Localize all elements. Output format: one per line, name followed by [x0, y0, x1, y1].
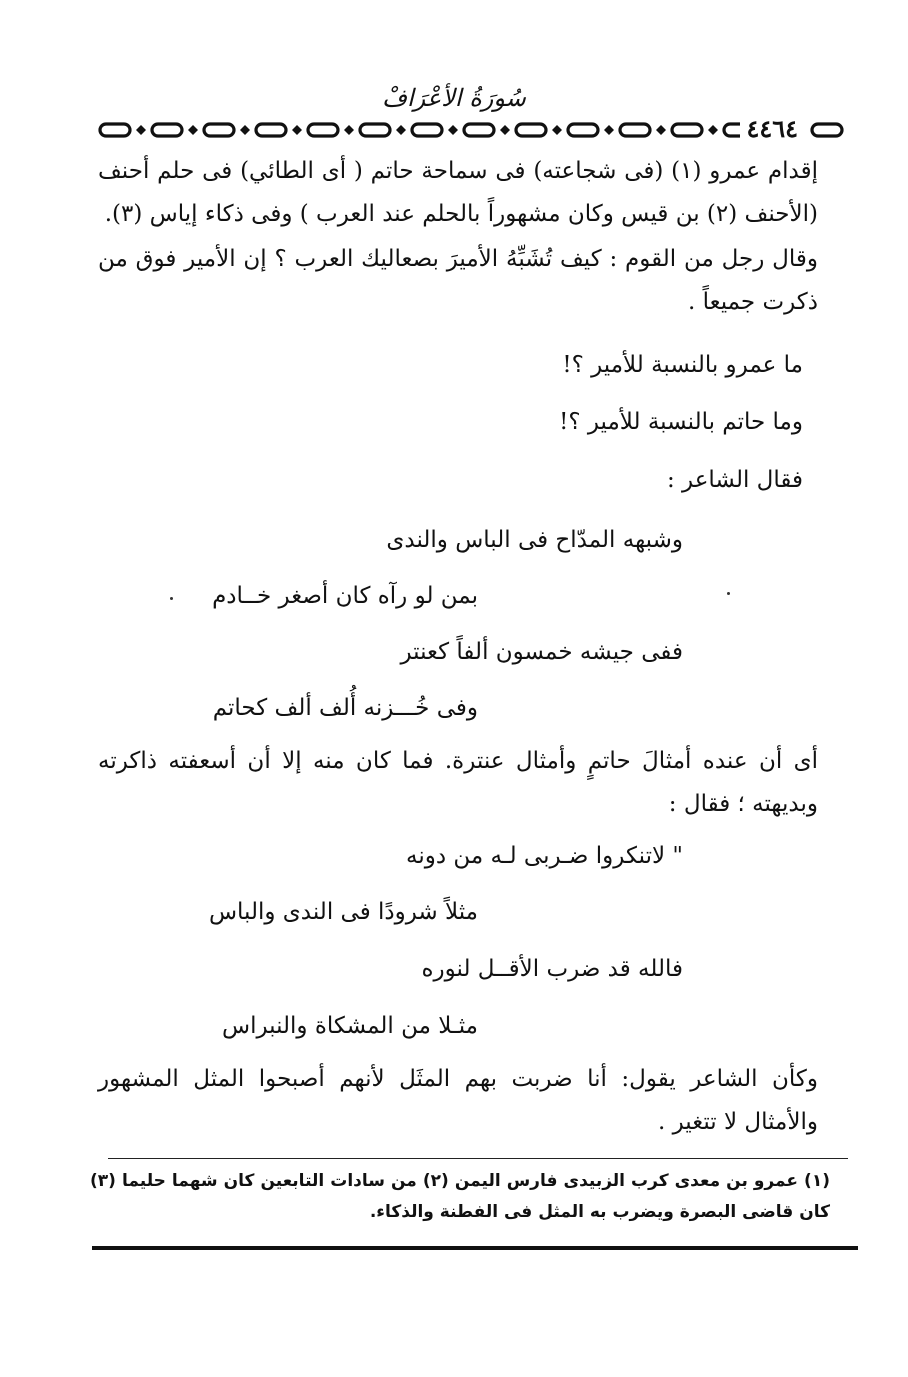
paragraph-3: أى أن عنده أمثالَ حاتمٍ وأمثال عنترة. فما كان منه إلا أن أسعفته ذاكرته وبديهته ؛ فقال : [98, 748, 818, 817]
paragraph-1: إقدام عمرو (١) (فى شجاعته) فى سماحة حاتم ( أى الطائي) فى حلم أحنف (الأحنف (٢) بن قيس وكان مشهوراً بالحلم عند العرب ) وفى ذكاء إياس (٣). [98, 158, 818, 227]
verse-5: " لاتنكروا ضـربى لـه من دونه [406, 843, 683, 869]
verse-3: ففى جيشه خمسون ألفاً كعنتر [400, 639, 683, 665]
verse-1: وشبهه المدّاح فى الباس والندى [386, 527, 683, 553]
scan-speck [727, 592, 730, 595]
verse-6: مثلاً شرودًا فى الندى والباس [208, 899, 478, 925]
verse-7: فالله قد ضرب الأقــل لنوره [421, 956, 683, 982]
verse-4: وفى خُـــزنه أُلف ألف كحاتم [212, 695, 478, 721]
bottom-rule [92, 1246, 858, 1250]
page-number: ٤٤٦٤ [740, 116, 804, 144]
question-line-2: وما حاتم بالنسبة للأمير ؟! [559, 409, 803, 435]
ornament-chain-icon [90, 116, 850, 144]
footnote-divider [108, 1158, 848, 1159]
scan-speck [170, 597, 173, 600]
paragraph-4: وكأن الشاعر يقول: أنا ضربت بهم المثَل لأنهم أصبحوا المثل المشهور والأمثال لا تتغير . [98, 1066, 818, 1135]
verse-8: مثـلا من المشكاة والنبراس [222, 1013, 478, 1039]
verse-2: بمن لو رآه كان أصغر خــادم [212, 583, 478, 609]
footnotes: (١) عمرو بن معدى كرب الزبيدى فارس اليمن (٢) من سادات التابعين كان شهما حليما (٣) كان قاضى البصرة ويضرب به المثل فى الفطنة والذكاء. [90, 1171, 830, 1222]
surah-title: سُورَةُ الأعْرَافْ [382, 84, 526, 112]
ornament-border [90, 116, 850, 144]
question-line-1: ما عمرو بالنسبة للأمير ؟! [562, 352, 803, 378]
poet-said-line: فقال الشاعر : [666, 467, 803, 493]
paragraph-2: وقال رجل من القوم : كيف تُشَبِّهُ الأميرَ بصعاليك العرب ؟ إن الأمير فوق من ذكرت جميعاً . [98, 246, 818, 315]
